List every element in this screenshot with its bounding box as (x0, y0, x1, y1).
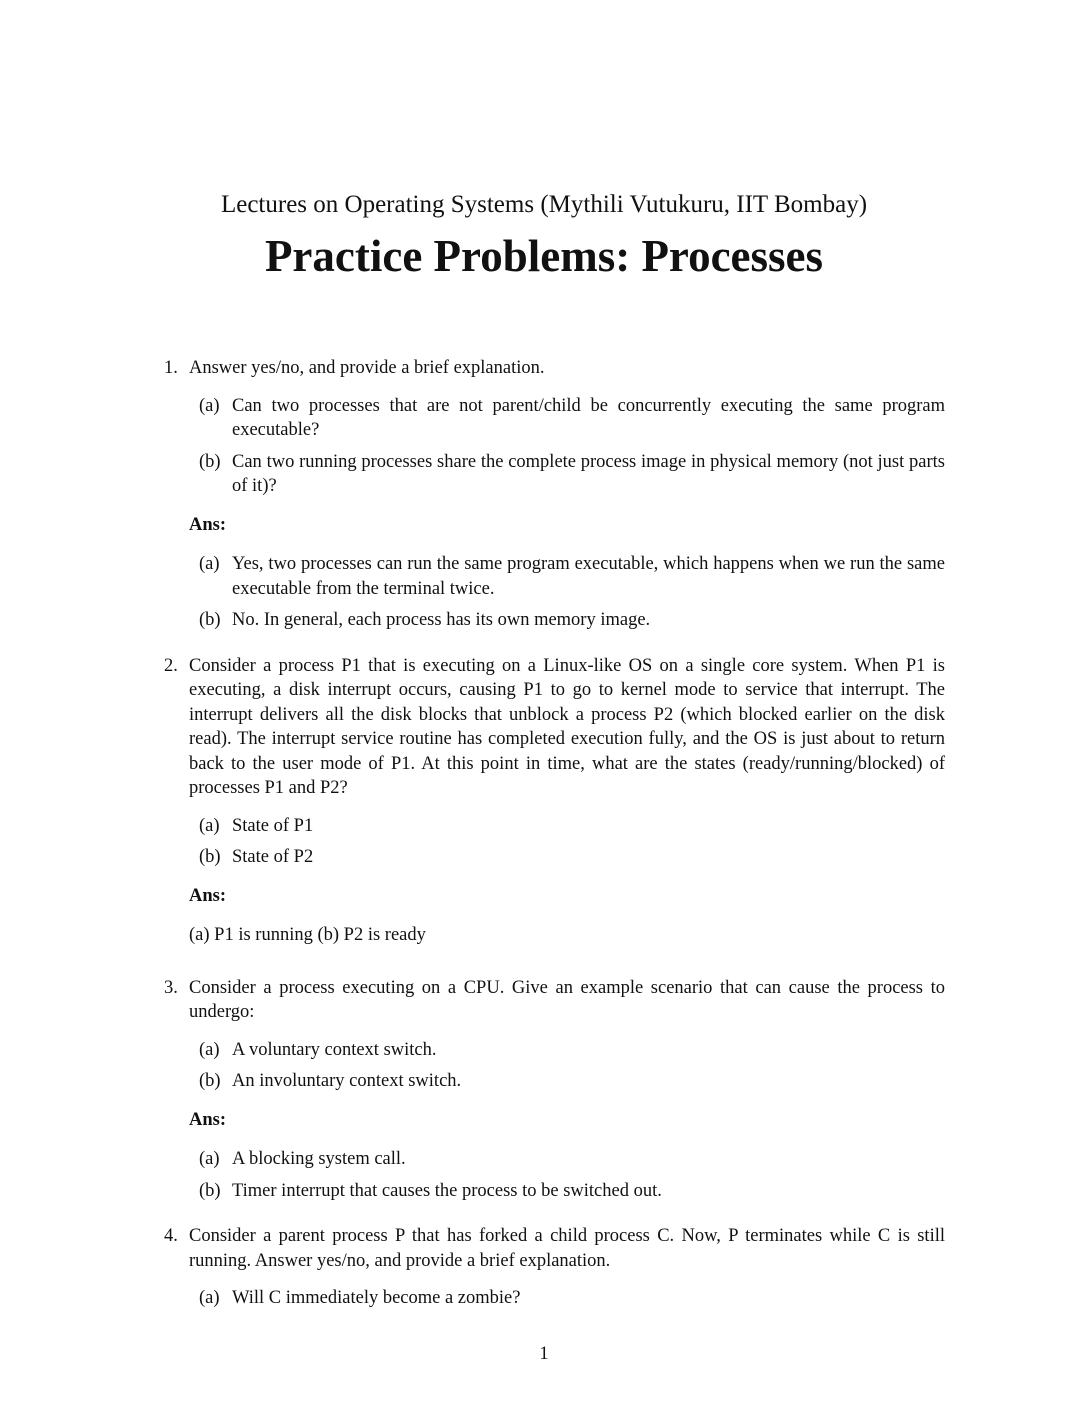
question-part (199, 450, 945, 499)
question-1 (164, 356, 945, 640)
part-text: Can two running processes share the complete process image in physical memory (not just parts of it)? (232, 451, 945, 496)
part-text: An involuntary context switch. (232, 1071, 462, 1091)
document-subtitle: Lectures on Operating Systems (Mythili Vutukuru, IIT Bombay) (220, 191, 868, 218)
part-label: (a) (199, 1039, 220, 1060)
question-text: Consider a process executing on a CPU. Give an example scenario that can cause the process to undergo: (189, 977, 945, 1022)
question-4 (164, 1224, 945, 1318)
part-text: A voluntary context switch. (232, 1039, 437, 1060)
question-number: 2. (164, 655, 178, 676)
answer-part (199, 1147, 945, 1172)
answer-label: Ans: (189, 1109, 227, 1130)
question-part (199, 845, 945, 870)
answer-label: Ans: (189, 514, 227, 535)
question-3 (164, 976, 945, 1211)
answer-part (199, 1179, 945, 1204)
question-part (199, 1069, 945, 1094)
part-text: No. In general, each process has its own memory image. (232, 610, 651, 630)
part-label: (b) (199, 610, 221, 630)
page-number: 1 (539, 1344, 549, 1364)
part-label: (b) (199, 847, 221, 867)
part-label: (a) (199, 1149, 220, 1169)
question-number: 3. (164, 977, 178, 998)
answer-part (199, 552, 945, 601)
question-part (199, 1286, 945, 1311)
question-number: 1. (164, 358, 178, 378)
part-text: Will C immediately become a zombie? (232, 1288, 521, 1308)
document-title: Practice Problems: Processes (264, 231, 824, 281)
question-text: Consider a process P1 that is executing on a Linux-like OS on a single core system. When P1 is executing, a disk interrupt occurs, causing P1 to go to kernel mode to service that interrupt. The interrupt delivers all the disk blocks that unblock a process P2 (which blocked earlier on the disk read). The interrupt service routine has completed execution fully, and the OS is just about to return back to the user mode of P1. At this point in time, what are the states (ready/running/blocked) of processes P1 and P2? (189, 655, 945, 798)
answer-text: (a) P1 is running (b) P2 is ready (189, 925, 426, 945)
part-label: (a) (199, 554, 220, 574)
part-text: Yes, two processes can run the same program executable, which happens when we run the same executable from the terminal twice. (232, 554, 945, 599)
part-text: State of P1 (232, 815, 314, 836)
question-2 (164, 654, 945, 962)
part-text: A blocking system call. (232, 1149, 406, 1169)
part-label: (a) (199, 1288, 220, 1308)
answer-label: Ans: (189, 885, 227, 906)
question-part (199, 1038, 945, 1063)
part-label: (a) (199, 815, 220, 836)
part-label: (a) (199, 395, 220, 416)
part-label: (b) (199, 1180, 221, 1201)
question-part (199, 814, 945, 839)
question-text: Answer yes/no, and provide a brief explanation. (189, 358, 545, 378)
part-text: Can two processes that are not parent/child be concurrently executing the same program executable? (232, 395, 945, 440)
part-label: (b) (199, 1071, 221, 1091)
part-text: State of P2 (232, 847, 314, 867)
question-part (199, 394, 945, 443)
part-label: (b) (199, 451, 221, 472)
question-number: 4. (164, 1226, 178, 1246)
answer-part (199, 608, 945, 633)
question-text: Consider a parent process P that has forked a child process C. Now, P terminates while C is still running. Answer yes/no, and provide a brief explanation. (189, 1226, 945, 1271)
problem-list (164, 356, 945, 1332)
part-text: Timer interrupt that causes the process to be switched out. (232, 1180, 662, 1201)
